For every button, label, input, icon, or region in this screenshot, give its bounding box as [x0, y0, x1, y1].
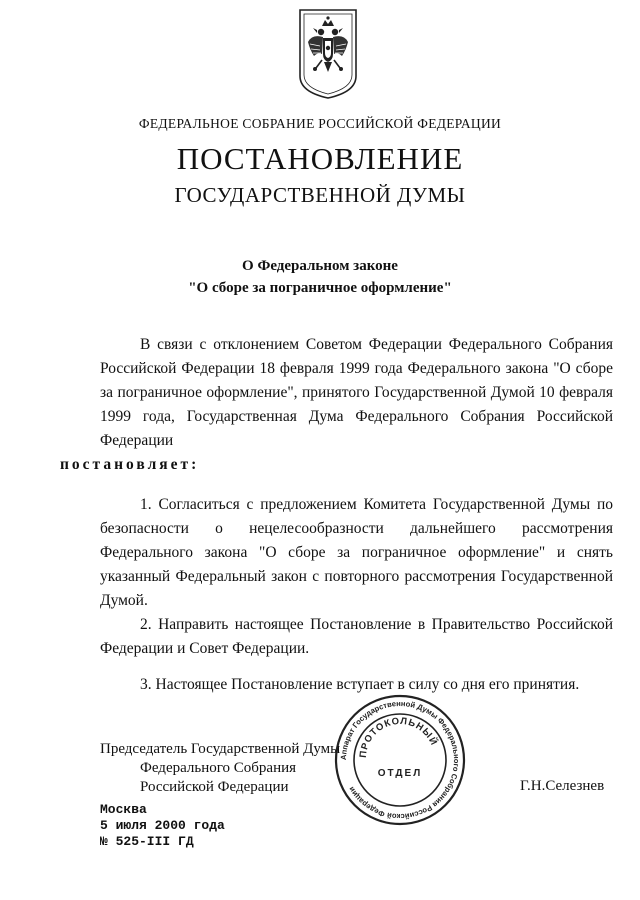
resolution-item-1: 1. Согласиться с предложением Комитета Государственной Думы по безопасности о нецелесообразности дальнейшего рассмотрения Федерального закона "О сборе за пограничное оформление" и снять указанный Федеральный закон с повторного рассмотрения Государственной Думой. [100, 496, 613, 609]
document-type: ПОСТАНОВЛЕНИЕ [176, 141, 464, 176]
organization-name: ФЕДЕРАЛЬНОЕ СОБРАНИЕ РОССИЙСКОЙ ФЕДЕРАЦИИ [138, 116, 502, 131]
signatory-title-line-2: Федерального Собрания [140, 760, 297, 776]
resolution-item-3: 3. Настоящее Постановление вступает в силу со дня его принятия. [140, 676, 580, 693]
signatory-title-line-3: Российской Федерации [140, 779, 289, 795]
stamp-inner-arc-text: ПРОТОКОЛЬНЫЙ [357, 715, 440, 759]
issuing-body: ГОСУДАРСТВЕННОЙ ДУМЫ [174, 183, 466, 207]
official-stamp [330, 690, 470, 830]
subject-line-1: О Федеральном законе [242, 258, 398, 274]
preamble-text: В связи с отклонением Советом Федерации Федерального Собрания Российской Федерации 18 февраля 1999 года Федерального закона "О сборе за пограничное оформление", принятого Государственной Думой 10 февраля 1999 года, Государственная Дума Федерального Собрания Российской Федерации [100, 336, 613, 449]
stamp-ring-text: Аппарат Государственной Думы Федерального Собрания Российской Федерации [338, 698, 462, 822]
document-number: № 525-III ГД [100, 834, 194, 849]
issue-city: Москва [100, 802, 147, 817]
document-footer [100, 802, 225, 850]
resolution-item-2: 2. Направить настоящее Постановление в Правительство Российской Федерации и Совет Федерации. [100, 616, 613, 657]
signatory-title [100, 740, 340, 797]
svg-text:ПРОТОКОЛЬНЫЙ [358, 716, 440, 759]
document-subject [0, 255, 640, 299]
resolves-word: постановляет: [60, 456, 200, 473]
stamp-center-text: ОТДЕЛ [377, 768, 423, 779]
svg-text:Аппарат Государственной Думы Ф [339, 699, 461, 821]
subject-line-2: "О сборе за пограничное оформление" [188, 280, 452, 296]
signatory-title-line-1: Председатель Государственной Думы [100, 741, 341, 757]
issue-date: 5 июля 2000 года [100, 818, 225, 833]
signatory-name: Г.Н.Селезнев [520, 778, 605, 794]
state-emblem-icon [296, 6, 360, 102]
preamble-paragraph [60, 333, 613, 477]
